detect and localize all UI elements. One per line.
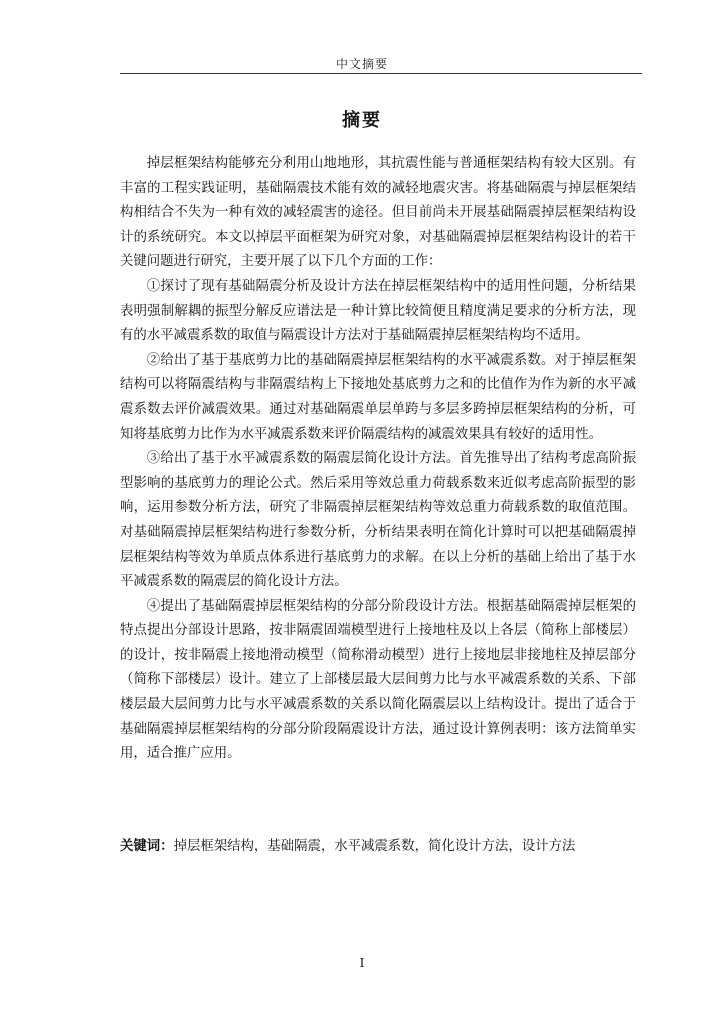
keywords-label: 关键词：	[120, 838, 174, 854]
abstract-paragraph-4: ④提出了基础隔震掉层框架结构的分部分阶段设计方法。根据基础隔震掉层框架的特点提出分部设计思路，按非隔震固端模型进行上接地柱及以上各层（简称上部楼层）的设计，按非隔震上接地滑动模型（简称滑动模型）进行上接地层非接地柱及掉层部分（简称下部楼层）设计。建立了上部楼层最大层间剪力比与水平减震系数的关系、下部楼层最大层间剪力比与水平减震系数的关系以简化隔震层以上结构设计。提出了适合于基础隔震掉层框架结构的分部分阶段隔震设计方法，通过设计算例表明：该方法简单实用，适合推广应用。	[120, 598, 636, 762]
keywords-text: 掉层框架结构，基础隔震，水平减震系数，简化设计方法，设计方法	[173, 839, 576, 854]
abstract-title: 摘要	[342, 110, 382, 131]
abstract-paragraph-1: ①探讨了现有基础隔震分析及设计方法在掉层框架结构中的适用性问题，分析结果表明强制解耦的振型分解反应谱法是一种计算比较简便且精度满足要求的分析方法，现有的水平减震系数的取值与隔震设计方法对于基础隔震掉层框架结构均不适用。	[120, 278, 636, 344]
abstract-body	[120, 152, 636, 767]
header-rule	[120, 73, 642, 74]
running-header: 中文摘要	[335, 57, 388, 71]
abstract-paragraph-3: ③给出了基于水平减震系数的隔震层简化设计方法。首先推导出了结构考虑高阶振型影响的基底剪力的理论公式。然后采用等效总重力荷载系数来近似考虑高阶振型的影响，运用参数分析方法，研究了非隔震掉层框架结构等效总重力荷载系数的取值范围。对基础隔震掉层框架结构进行参数分析，分析结果表明在简化计算时可以把基础隔震掉层框架结构等效为单质点体系进行基底剪力的求解。在以上分析的基础上给出了基于水平减震系数的隔震层的简化设计方法。	[120, 451, 636, 590]
keywords-line	[120, 834, 636, 859]
page-number: I	[359, 956, 365, 970]
abstract-paragraph-2: ②给出了基于基底剪力比的基础隔震掉层框架结构的水平减震系数。对于掉层框架结构可以将隔震结构与非隔震结构上下接地处基底剪力之和的比值作为作为新的水平减震系数去评价减震效果。通过对基础隔震单层单跨与多层多跨掉层框架结构的分析，可知将基底剪力比作为水平减震系数来评价隔震结构的减震效果具有较好的适用性。	[120, 352, 636, 442]
abstract-paragraph-intro: 掉层框架结构能够充分利用山地地形，其抗震性能与普通框架结构有较大区别。有丰富的工程实践证明，基础隔震技术能有效的减轻地震灾害。将基础隔震与掉层框架结构相结合不失为一种有效的减轻震害的途径。但目前尚未开展基础隔震掉层框架结构设计的系统研究。本文以掉层平面框架为研究对象，对基础隔震掉层框架结构设计的若干关键问题进行研究，主要开展了以下几个方面的工作：	[120, 156, 636, 270]
